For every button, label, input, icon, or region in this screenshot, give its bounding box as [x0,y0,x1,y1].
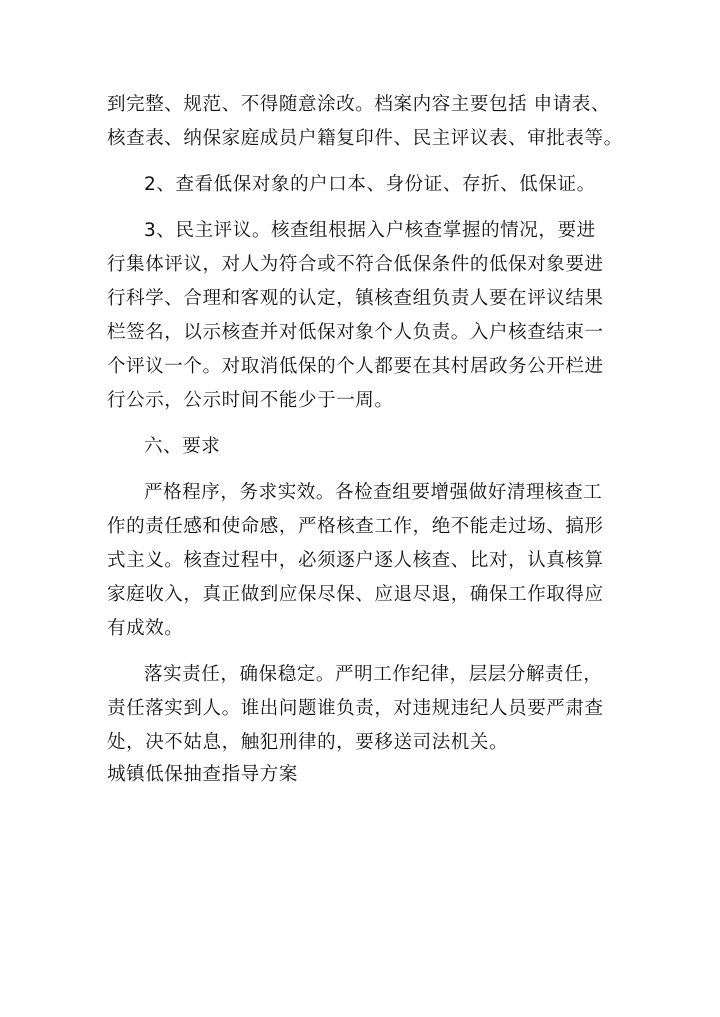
text-line: 行科学、合理和客观的认定，镇核查组负责人要在评议结果 [107,288,604,309]
text-line: 到完整、规范、不得随意涂改。档案内容主要包括 申请表、 [107,94,611,115]
paragraph-gap [107,202,619,214]
paragraph-democratic-review [107,214,619,418]
text-line: 行集体评议，对人为符合或不符合低保条件的低保对象要进 [107,254,604,275]
text-line: 2、查看低保对象的户口本、身份证、存折、低保证。 [144,174,596,195]
text-line: 落实责任，确保稳定。严明工作纪律，层层分解责任， [144,664,603,685]
text-line: 严格程序，务求实效。各检查组要增强做好清理核查工 [144,482,603,503]
text-line: 核查表、纳保家庭成员户籍复印件、民主评议表、审批表等。 [107,128,623,149]
document-body [107,88,623,792]
document-title: 城镇低保抽查指导方案 [107,764,299,785]
text-line: 个评议一个。对取消低保的个人都要在其村居政务公开栏进 [107,356,604,377]
text-line: 责任落实到人。谁出问题谁负责，对违规违纪人员要严肃查 [107,698,604,719]
paragraph-gap [107,646,619,658]
text-line: 家庭收入，真正做到应保尽保、应退尽退，确保工作取得应 [107,584,604,605]
paragraph-gap [107,156,619,168]
text-line: 有成效。 [107,618,184,639]
section-heading-requirements [107,430,619,464]
section-heading: 六、要求 [144,436,221,457]
paragraph-gap [107,418,619,430]
paragraph-check-documents [107,168,619,202]
text-line: 行公示，公示时间不能少于一周。 [107,390,394,411]
text-line: 式主义。核查过程中，必须逐户逐人核查、比对，认真核算 [107,550,604,571]
text-line: 作的责任感和使命感，严格核查工作，绝不能走过场、搞形 [107,516,604,537]
text-line: 处，决不姑息，触犯刑律的，要移送司法机关。 [107,732,509,753]
paragraph-strict-procedure [107,476,619,646]
text-line: 栏签名，以示核查并对低保对象个人负责。入户核查结束一 [107,322,604,343]
text-line: 3、民主评议。核查组根据入户核查掌握的情况，要进 [144,220,596,241]
paragraph-responsibility [107,658,619,760]
paragraph-gap [107,464,619,476]
paragraph-archive-contents [107,88,623,156]
